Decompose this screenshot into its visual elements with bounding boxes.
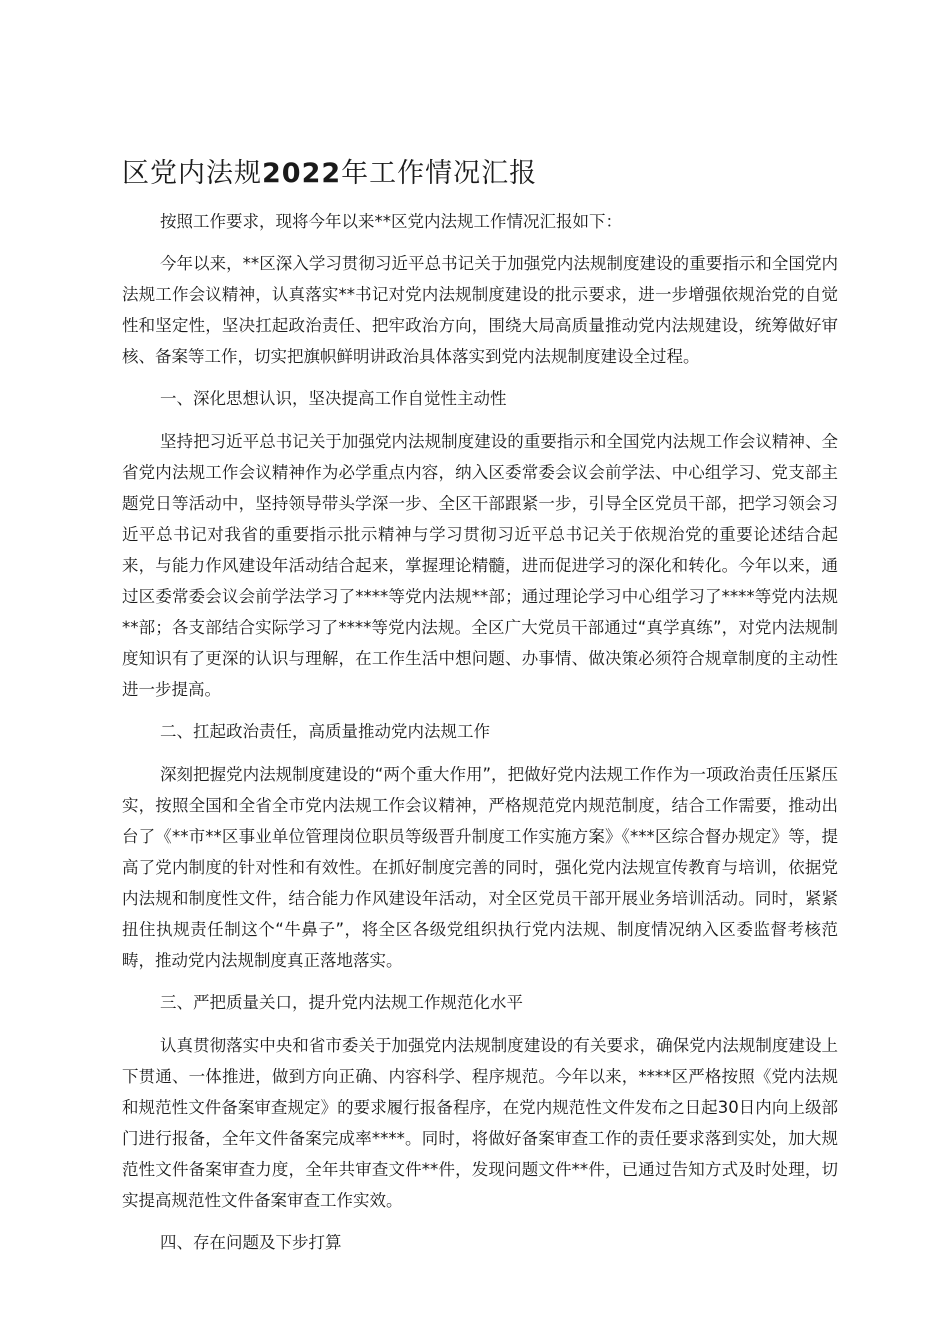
document-body <box>122 206 838 1270</box>
overview-paragraph: 今年以来，**区深入学习贯彻习近平总书记关于加强党内法规制度建设的重要指示和全国党内法规工作会议精神，认真落实**书记对党内法规制度建设的批示要求，进一步增强依规治党的自觉性和坚定性，坚决扛起政治责任、把牢政治方向，围绕大局高质量推动党内法规建设，统筹做好审核、备案等工作，切实把旗帜鲜明讲政治具体落实到党内法规制度建设全过程。 <box>122 254 838 366</box>
section-paragraph-2: 深刻把握党内法规制度建设的“两个重大作用”，把做好党内法规工作作为一项政治责任压紧压实，按照全国和全省全市党内法规工作会议精神，严格规范党内规范制度，结合工作需要，推动出台了《**市**区事业单位管理岗位职员等级晋升制度工作实施方案》《***区综合督办规定》等，提高了党内制度的针对性和有效性。在抓好制度完善的同时，强化党内法规宣传教育与培训，依据党内法规和制度性文件，结合能力作风建设年活动，对全区党员干部开展业务培训活动。同时，紧紧扭住执规责任制这个“牛鼻子”，将全区各级党组织执行党内法规、制度情况纳入区委监督考核范畴，推动党内法规制度真正落地落实。 <box>122 765 838 970</box>
title-year: 2022 <box>262 158 342 189</box>
section-paragraph-1: 坚持把习近平总书记关于加强党内法规制度建设的重要指示和全国党内法规工作会议精神、全省党内法规工作会议精神作为必学重点内容，纳入区委常委会议会前学法、中心组学习、党支部主题党日等活动中，坚持领导带头学深一步、全区干部跟紧一步，引导全区党员干部，把学习领会习近平总书记对我省的重要指示批示精神与学习贯彻习近平总书记关于依规治党的重要论述结合起来，与能力作风建设年活动结合起来，掌握理论精髓，进而促进学习的深化和转化。今年以来，通过区委常委会议会前学法学习了****等党内法规**部；通过理论学习中心组学习了****等党内法规**部；各支部结合实际学习了****等党内法规。全区广大党员干部通过“真学真练”，对党内法规制度知识有了更深的认识与理解，在工作生活中想问题、办事情、做决策必须符合规章制度的主动性进一步提高。 <box>122 432 838 699</box>
document-title <box>122 154 537 194</box>
section-heading-4: 四、存在问题及下步打算 <box>160 1233 342 1252</box>
title-suffix: 年工作情况汇报 <box>341 158 538 189</box>
section-heading-3: 三、严把质量关口，提升党内法规工作规范化水平 <box>160 993 523 1012</box>
section-heading-2: 二、扛起政治责任，高质量推动党内法规工作 <box>160 722 490 741</box>
intro-paragraph: 按照工作要求，现将今年以来**区党内法规工作情况汇报如下： <box>160 212 622 231</box>
section-heading-1: 一、深化思想认识，坚决提高工作自觉性主动性 <box>160 389 507 408</box>
title-prefix: 区党内法规 <box>122 158 262 189</box>
section-paragraph-3: 认真贯彻落实中央和省市委关于加强党内法规制度建设的有关要求，确保党内法规制度建设上下贯通、一体推进，做到方向正确、内容科学、程序规范。今年以来，****区严格按照《党内法规和规范性文件备案审查规定》的要求履行报备程序，在党内规范性文件发布之日起30日内向上级部门进行报备，全年文件备案完成率****。同时，将做好备案审查工作的责任要求落到实处，加大规范性文件备案审查力度，全年共审查文件**件，发现问题文件**件，已通过告知方式及时处理，切实提高规范性文件备案审查工作实效。 <box>122 1036 838 1210</box>
